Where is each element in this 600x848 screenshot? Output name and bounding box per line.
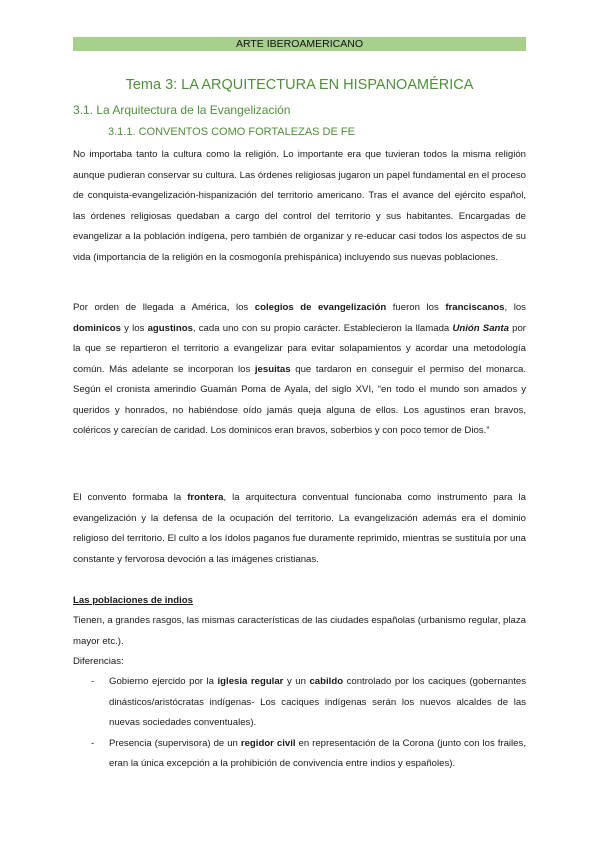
differences-label: Diferencias: xyxy=(73,656,124,667)
course-title: ARTE IBEROAMERICANO xyxy=(236,38,363,50)
paragraph-orders: Por orden de llegada a América, los colegios de evangelización fueron los franciscanos, los dominicos y los agustinos, cada uno con su propio carácter. Establecieron la llamada Unión Santa por la que se repartieron el territorio a evangelizar para evitar solapamientos y acordar una metodología común. Más adelante se incorporan los jesuitas que tardaron en conseguir el permiso del monarca. Según el cronista amerindio Guamán Poma de Ayala, del siglo XVI, “en todo el mundo son amados y queridos y honrados, no habiéndose oído jamás queja alguna de ellos. Los agustinos eran bravos, coléricos y carecían de caridad. Los dominicos eran bravos, soberbios y con poco temor de Dios.” xyxy=(73,302,526,436)
subsection-heading: 3.1.1. CONVENTOS COMO FORTALEZAS DE FE xyxy=(108,126,355,138)
bullet-dash: - xyxy=(91,737,95,749)
paragraph-convent: El convento formaba la frontera, la arquitectura conventual funcionaba como instrumento para la evangelización y la defensa de la ocupación del territorio. La evangelización además era el dominio religioso del territorio. El culto a los ídolos paganos fue duramente reprimido, mientras se sustituía por una constante y fervorosa devoción a las imágenes cristianas. xyxy=(73,492,526,565)
differences-list xyxy=(73,672,526,775)
course-header-bar xyxy=(73,37,526,51)
section-heading: 3.1. La Arquitectura de la Evangelización xyxy=(73,103,291,117)
page-title: Tema 3: LA ARQUITECTURA EN HISPANOAMÉRICA xyxy=(125,77,474,93)
bullet-dash: - xyxy=(91,676,95,687)
poblaciones-intro: Tienen, a grandes rasgos, las mismas características de las ciudades españolas (urbanismo regular, plaza mayor etc.). xyxy=(73,615,526,647)
list-item: - Presencia (supervisora) de un regidor civil en representación de la Corona (junto con los frailes, eran la única excepción a la prohibición de convivencia entre indios y españoles). xyxy=(73,734,526,775)
paragraph-intro: No importaba tanto la cultura como la religión. Lo importante era que tuvieran todos la misma religión aunque pudieran conservar su cultura. Las órdenes religiosas jugaron un papel fundamental en el proceso de conquista-evangelización-hispanización del territorio americano. Tras el avance del ejército español, las órdenes religiosas quedaban a cargo del control del territorio y sus habitantes. Encargadas de evangelizar a la población indígena, pero también de organizar y re-educar casi todos los aspectos de su vida (importancia de la religión en la cosmogonía prehispánica) incluyendo sus nuevas poblaciones. xyxy=(73,149,526,263)
poblaciones-heading: Las poblaciones de indios xyxy=(73,595,193,606)
list-item: - Gobierno ejercido por la iglesia regular y un cabildo controlado por los caciques (gobernantes dinásticos/aristócratas indígenas- Los caciques indígenas serán los nuevos alcaldes de las nuevas sociedades conventuales). xyxy=(73,672,526,734)
